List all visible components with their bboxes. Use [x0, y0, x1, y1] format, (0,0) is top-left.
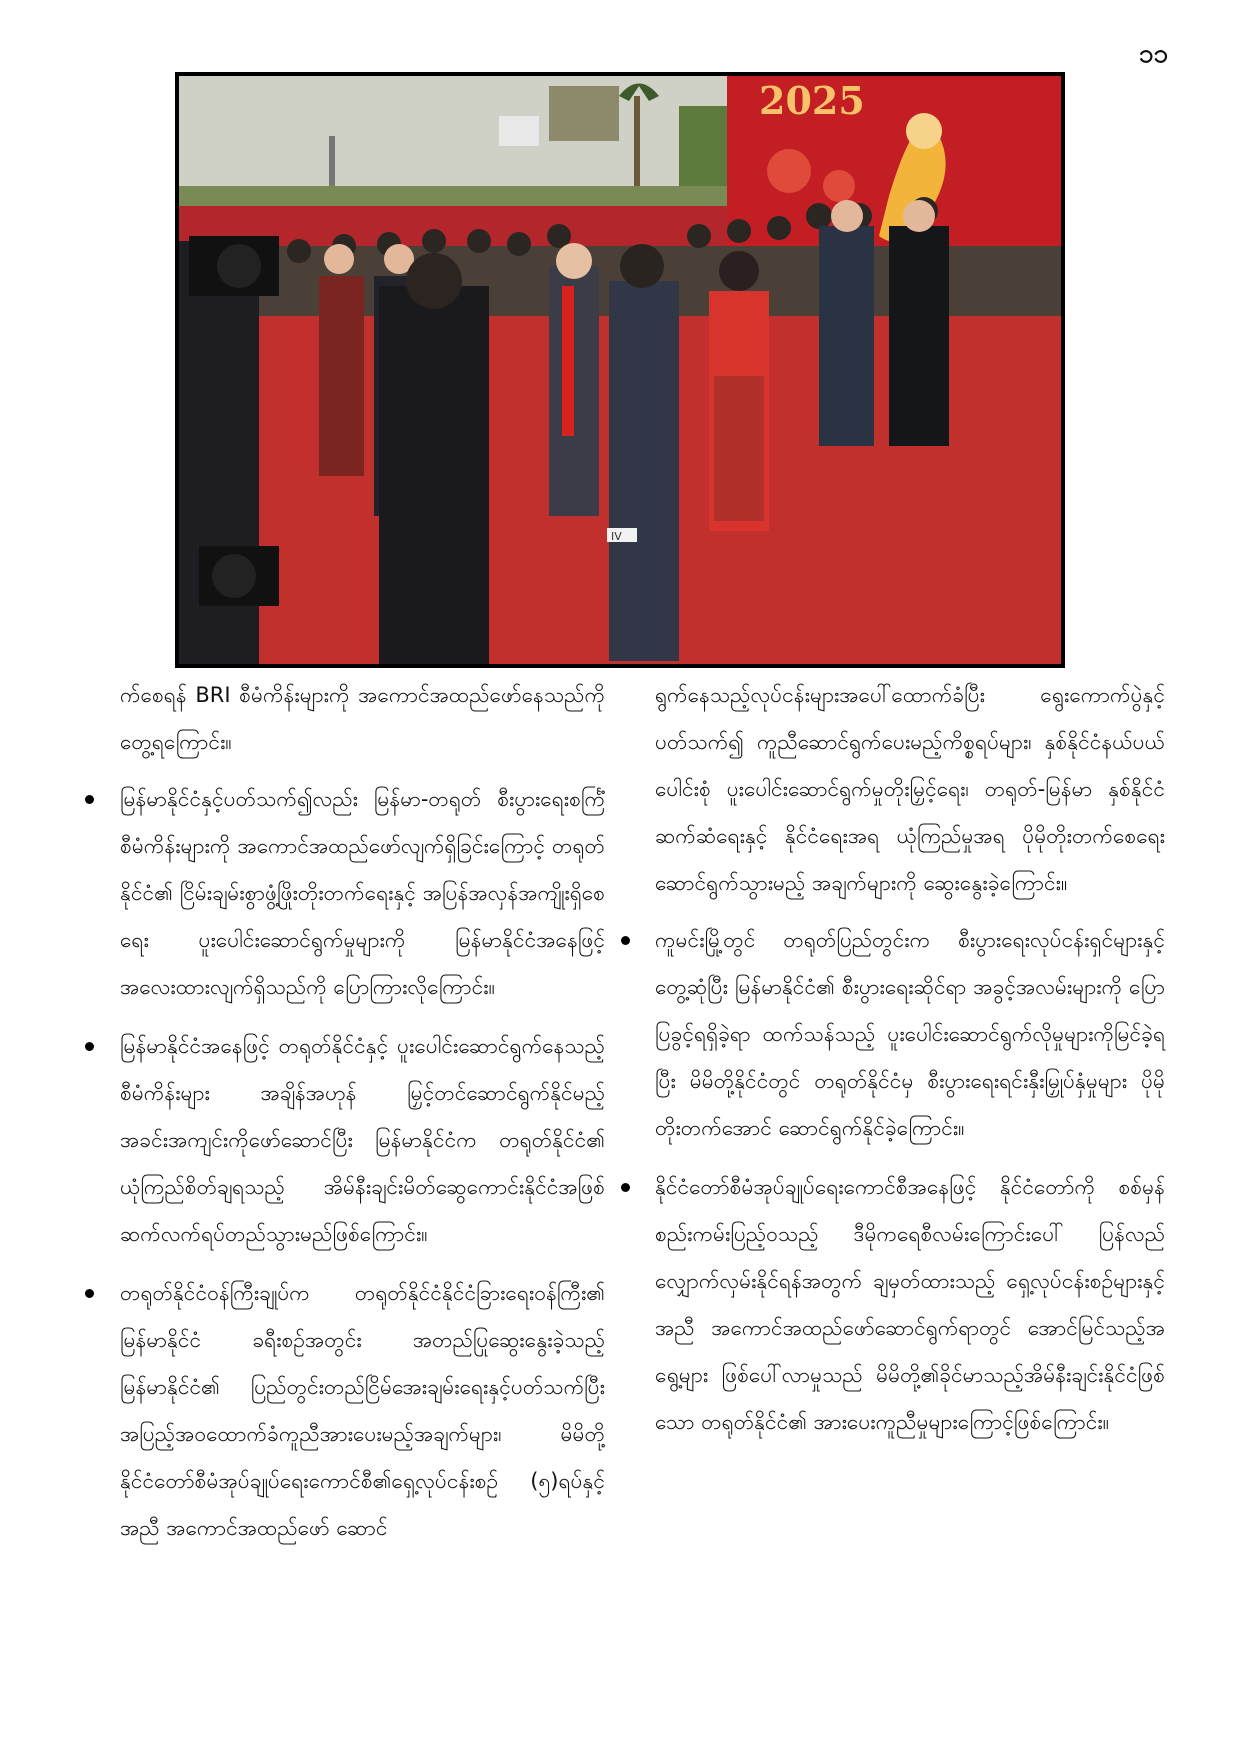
bullet-text: တရုတ်နိုင်ငံဝန်ကြီးချုပ်က တရုတ်နိုင်ငံနိုင်ငံခြားရေးဝန်ကြီး၏ မြန်မာနိုင်ငံ ခရီးစဉ်အတွင်း အတည်ပြုဆွေးနွေးခဲ့သည့် မြန်မာနိုင်ငံ၏ ပြည်တွင်းတည်ငြိမ်အေးချမ်းရေးနှင့်ပတ်သက်ပြီး အပြည့်အဝထောက်ခံကူညီအားပေးမည့်အချက်များ၊ မိမိတို့နိုင်ငံတော်စီမံအုပ်ချုပ်ရေးကောင်စီ၏ရှေ့လုပ်ငန်းစဉ် (၅)ရပ်နှင့်အညီ အကောင်အထည်ဖော် ဆောင်: [120, 1281, 605, 1540]
bullet-dot-icon: [85, 1289, 94, 1298]
page-number: ၁၁: [1138, 39, 1168, 69]
bullet-dot-icon: [621, 936, 630, 945]
bullet-item: [85, 1270, 605, 1552]
right-continuation-paragraph: ရွက်နေသည့်လုပ်ငန်းများအပေါ်ထောက်ခံပြီး ရွေးကောက်ပွဲနှင့်ပတ်သက်၍ ကူညီဆောင်ရွက်ပေးမည့်ကိစ္စရပ်များ၊ နှစ်နိုင်ငံနယ်ပယ်ပေါင်းစုံ ပူးပေါင်းဆောင်ရွက်မှုတိုးမြှင့်ရေး၊ တရုတ်-မြန်မာ နှစ်နိုင်ငံဆက်ဆံရေးနှင့် နိုင်ငံရေးအရ ယုံကြည်မှုအရ ပိုမိုတိုးတက်စေရေး ဆောင်ရွက်သွားမည့် အချက်များကို ဆွေးနွေးခဲ့ကြောင်း။: [655, 683, 1165, 895]
bullet-item: [645, 917, 1165, 1152]
right-column: [645, 672, 1165, 1458]
bullet-dot-icon: [85, 795, 94, 804]
bullet-item: [85, 776, 605, 1011]
bullet-text: မြန်မာနိုင်ငံအနေဖြင့် တရုတ်နိုင်ငံနှင့် ပူးပေါင်းဆောင်ရွက်နေသည့်စီမံကိန်းများ အချိန်အဟုန် မြှင့်တင်ဆောင်ရွက်နိုင်မည့် အခင်းအကျင်းကိုဖော်ဆောင်ပြီး မြန်မာနိုင်ငံက တရုတ်နိုင်ငံ၏ ယုံကြည်စိတ်ချရသည့် အိမ်နီးချင်းမိတ်ဆွေကောင်းနိုင်ငံအဖြစ် ဆက်လက်ရပ်တည်သွားမည်ဖြစ်ကြောင်း။: [120, 1034, 605, 1246]
left-column: [85, 672, 605, 1564]
left-bullet-list: [85, 776, 605, 1552]
bullet-text: ကူမင်းမြို့တွင် တရုတ်ပြည်တွင်းက စီးပွားရေးလုပ်ငန်းရှင်များနှင့်တွေ့ဆုံပြီး မြန်မာနိုင်ငံ၏ စီးပွားရေးဆိုင်ရာ အခွင့်အလမ်းများကို ပြောပြခွင့်ရရှိခဲ့ရာ ထက်သန်သည့် ပူးပေါင်းဆောင်ရွက်လိုမှုများကိုမြင်ခဲ့ရပြီး မိမိတို့နိုင်ငံတွင် တရုတ်နိုင်ငံမှ စီးပွားရေးရင်းနှီးမြှုပ်နှံမှုများ ပိုမိုတိုးတက်အောင် ဆောင်ရွက်နိုင်ခဲ့ကြောင်း။: [655, 928, 1165, 1140]
bullet-item: [645, 1164, 1165, 1446]
event-photo-illustration: [179, 76, 1061, 664]
event-photo: [175, 72, 1065, 668]
bullet-dot-icon: [85, 1042, 94, 1051]
bullet-text: နိုင်ငံတော်စီမံအုပ်ချုပ်ရေးကောင်စီအနေဖြင့် နိုင်ငံတော်ကို စစ်မှန်စည်းကမ်းပြည့်ဝသည့် ဒီမိုကရေစီလမ်းကြောင်းပေါ် ပြန်လည်လျှောက်လှမ်းနိုင်ရန်အတွက် ချမှတ်ထားသည့် ရှေ့လုပ်ငန်းစဉ်များနှင့်အညီ အကောင်အထည်ဖော်ဆောင်ရွက်ရာတွင် အောင်မြင်သည့်အရွေ့များ ဖြစ်ပေါ်လာမှုသည် မိမိတို့၏ခိုင်မာသည့်အိမ်နီးချင်းနိုင်ငံဖြစ်သော တရုတ်နိုင်ငံ၏ အားပေးကူညီမှုများကြောင့်ဖြစ်ကြောင်း။: [655, 1175, 1165, 1434]
bullet-item: [85, 1023, 605, 1258]
banner-year-text: 2025: [759, 78, 865, 123]
left-continuation-paragraph: က်စေရန် BRI စီမံကိန်းများကို အကောင်အထည်ဖော်နေသည်ကိုတွေ့ရကြောင်း။: [120, 683, 605, 754]
floor-tag-text: IV: [611, 530, 622, 543]
right-bullet-list: [645, 917, 1165, 1446]
bullet-text: မြန်မာနိုင်ငံနှင့်ပတ်သက်၍လည်း မြန်မာ-တရုတ် စီးပွားရေးစင်္ကြံစီမံကိန်းများကို အကောင်အထည်ဖော်လျက်ရှိခြင်းကြောင့် တရုတ်နိုင်ငံ၏ ငြိမ်းချမ်းစွာဖွံ့ဖြိုးတိုးတက်ရေးနှင့် အပြန်အလှန်အကျိုးရှိစေရေး ပူးပေါင်းဆောင်ရွက်မှုများကို မြန်မာနိုင်ငံအနေဖြင့် အလေးထားလျက်ရှိသည်ကို ပြောကြားလိုကြောင်း။: [120, 787, 605, 999]
bullet-dot-icon: [621, 1183, 630, 1192]
